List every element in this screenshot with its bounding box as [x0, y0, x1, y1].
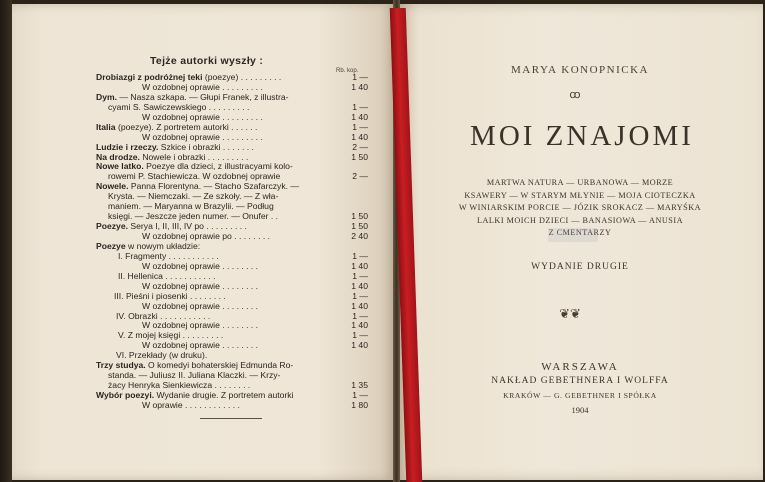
- entry-text: [96, 123, 257, 133]
- entry-title: Poezye.: [96, 222, 129, 232]
- entry-text: [116, 351, 207, 361]
- publication-year: 1904: [571, 405, 589, 415]
- entry-description: (poezye) . . . . . . . . .: [202, 73, 282, 82]
- list-item: [96, 103, 368, 113]
- entry-price: 1 40: [351, 112, 368, 122]
- entry-description: (poezye). Z portretem autorki . . . . . .: [115, 122, 258, 132]
- entry-description: Nowele i obrazki . . . . . . . . .: [139, 152, 249, 162]
- contents-line: MARTWA NATURA — URBANOWA — MORZE: [486, 178, 674, 187]
- entry-price: 1 50: [351, 222, 368, 232]
- entry-price: 1 —: [352, 73, 368, 82]
- entry-description: Serya I, II, III, IV po . . . . . . . . .: [128, 222, 247, 232]
- entry-text: [142, 83, 263, 93]
- entry-title: Italia: [96, 122, 116, 132]
- list-item: [96, 292, 368, 302]
- entry-description: W ozdobnej oprawie . . . . . . . .: [142, 341, 259, 351]
- entry-text: [142, 113, 263, 123]
- contents-line: LALKI MOICH DZIECI — BANASIOWA — ANUSIA: [477, 215, 683, 225]
- entry-price: 1 —: [352, 331, 368, 341]
- entry-text: [96, 143, 254, 153]
- list-item: [96, 153, 368, 163]
- list-item: [96, 83, 368, 93]
- list-item: [96, 222, 368, 232]
- entry-text: [96, 182, 299, 192]
- list-item: [96, 371, 368, 381]
- entry-description: VI. Przekłady (w druku).: [116, 351, 208, 361]
- entry-text: [96, 391, 294, 401]
- entry-text: [142, 133, 263, 143]
- publication-city: WARSZAWA: [541, 361, 619, 373]
- list-item: [96, 123, 368, 133]
- entry-text: [96, 361, 293, 371]
- entry-description: I. Fragmenty . . . . . . . . . . .: [118, 251, 219, 261]
- entry-description: żacy Henryka Sienkiewicza . . . . . . . .: [108, 381, 251, 391]
- entry-description: standa. — Juliusz II. Juliana Klaczki. — Krzy-: [108, 371, 281, 381]
- entry-description: księgi. — Jeszcze jeden numer. — Onufer . .: [108, 212, 279, 222]
- entry-description: cyami S. Sawiczewskiego . . . . . . . . .: [108, 102, 250, 112]
- list-item: [96, 162, 368, 172]
- entry-price: 1 —: [352, 271, 368, 281]
- list-item: [96, 113, 368, 123]
- left-page-title: Tejże autorki wyszły :: [150, 55, 264, 67]
- author-name: MARYA KONOPNICKA: [511, 64, 649, 76]
- list-item: [96, 282, 368, 292]
- list-item: [96, 321, 368, 331]
- entry-price: 2 —: [352, 172, 368, 182]
- entry-price: 1 —: [352, 391, 368, 400]
- entry-description: maniem. — Maryanna w Brazylii. — Podług: [108, 202, 274, 212]
- entry-price: 1 40: [351, 301, 368, 311]
- contents-line: Z CMENTARZY: [548, 228, 612, 238]
- entry-text: [96, 162, 293, 172]
- entry-text: [142, 321, 258, 331]
- entry-description: III. Pieśni i piosenki . . . . . . . .: [114, 291, 226, 301]
- entry-text: [118, 252, 219, 262]
- entry-text: [108, 103, 249, 113]
- edition-label: WYDANIE DRUGIE: [531, 262, 629, 272]
- list-item: [96, 361, 368, 371]
- entry-text: [108, 172, 280, 182]
- entry-title: Na drodze.: [96, 152, 140, 162]
- list-item: [96, 331, 368, 341]
- bottom-rule: [200, 418, 262, 419]
- entry-title: Poezye: [96, 241, 126, 251]
- entry-text: [142, 341, 258, 351]
- entry-title: Ludzie i rzeczy.: [96, 142, 159, 152]
- entry-description: II. Hellenica . . . . . . . . . . .: [118, 271, 216, 281]
- list-item: [96, 272, 368, 282]
- entry-text: [142, 282, 258, 292]
- list-item: [96, 172, 368, 182]
- list-item: [96, 381, 368, 391]
- entry-price: 1 —: [352, 122, 368, 132]
- entry-description: IV. Obrazki . . . . . . . . . . .: [116, 311, 211, 321]
- entry-price: 1 40: [351, 132, 368, 142]
- entry-title: Dym.: [96, 92, 118, 102]
- entry-description: Poezye dla dzieci, z illustracyami kolo-: [143, 162, 293, 172]
- list-item: [96, 351, 368, 361]
- price-column-header: Rb. kop.: [336, 68, 359, 74]
- entry-text: [118, 272, 215, 282]
- list-item: [96, 391, 368, 401]
- list-item: [96, 212, 368, 222]
- list-item: [96, 182, 368, 192]
- entry-description: Szkice i obrazki . . . . . . .: [158, 142, 254, 152]
- faded-stamp: [548, 228, 598, 242]
- publisher-name: NAKŁAD GEBETHNERA I WOLFFA: [491, 376, 669, 386]
- entry-description: W ozdobnej oprawie . . . . . . . . .: [142, 82, 263, 92]
- list-item: [96, 232, 368, 242]
- entry-description: Krysta. — Niemczaki. — Ze szkoły. — Z wła-: [108, 192, 279, 202]
- contents-line: W WINIARSKIM PORCIE — JÓZIK SROKACZ — MARYŚKA: [458, 203, 702, 213]
- entry-price: 1 50: [351, 152, 368, 162]
- entry-title: Trzy studya.: [96, 361, 146, 371]
- entry-description: W ozdobnej oprawie . . . . . . . . .: [142, 132, 263, 142]
- entry-text: [118, 331, 223, 341]
- entry-text: [116, 312, 210, 322]
- list-item: [96, 202, 368, 212]
- list-item: [96, 73, 368, 83]
- entry-title: Drobiazgi z podróżnej teki: [96, 73, 203, 82]
- entry-description: W ozdobnej oprawie . . . . . . . .: [142, 261, 259, 271]
- entry-text: [142, 262, 258, 272]
- entry-price: 1 40: [351, 281, 368, 291]
- entry-text: [96, 242, 200, 252]
- entry-price: 2 40: [351, 232, 368, 241]
- entry-price: 1 40: [351, 82, 368, 92]
- entry-description: rowemi P. Stachiewicza. W ozdobnej oprawie: [108, 172, 281, 182]
- book-title: MOI ZNAJOMI: [470, 120, 694, 152]
- entry-text: [142, 232, 270, 242]
- entry-description: O komedyi bohaterskiej Edmunda Ro-: [145, 361, 294, 371]
- entry-price: 1 —: [352, 311, 368, 321]
- entry-price: 1 —: [352, 251, 368, 261]
- list-item: [96, 143, 368, 153]
- ornament-mid-icon: ❦❦: [559, 306, 581, 321]
- entry-text: [96, 73, 281, 83]
- entry-description: W ozdobnej oprawie . . . . . . . .: [142, 321, 259, 331]
- entry-title: Wybór poezyi.: [96, 391, 155, 400]
- entry-title: Nowele.: [96, 182, 129, 192]
- list-item: [96, 133, 368, 143]
- entry-description: w nowym układzie:: [125, 241, 201, 251]
- contents-line: KSAWERY — W STARYM MŁYNIE — MOJA CIOTECZKA: [464, 190, 696, 200]
- list-item: [96, 242, 368, 252]
- book-cover-edge: [0, 0, 12, 482]
- entry-text: [108, 202, 274, 212]
- entry-description: V. Z mojej księgi . . . . . . . . .: [118, 331, 224, 341]
- entry-price: 2 —: [352, 142, 368, 152]
- ornament-top-icon: ꝏ: [569, 89, 581, 101]
- list-item: [96, 262, 368, 272]
- entry-price: 1 40: [351, 261, 368, 271]
- list-item: [96, 401, 368, 411]
- co-publisher: KRAKÓW — G. GEBETHNER I SPÓŁKA: [503, 391, 657, 400]
- entry-text: [96, 153, 248, 163]
- entry-description: Panna Florentyna. — Stacho Szafarczyk. —: [128, 182, 300, 192]
- entry-description: W ozdobnej oprawie . . . . . . . .: [142, 301, 259, 311]
- entry-text: [142, 401, 240, 411]
- entry-description: — Nasza szkapa. — Głupi Franek, z illustra-: [117, 92, 289, 102]
- entry-description: W ozdobnej oprawie po . . . . . . . .: [142, 232, 271, 241]
- entry-price: 1 —: [352, 102, 368, 112]
- list-item: [96, 93, 368, 103]
- entry-price: 1 40: [351, 321, 368, 331]
- entry-text: [96, 93, 288, 103]
- entry-price: 1 —: [352, 291, 368, 301]
- entry-text: [108, 192, 278, 202]
- entry-price: 1 50: [351, 212, 368, 222]
- entry-text: [114, 292, 226, 302]
- entry-price: 1 35: [351, 381, 368, 391]
- entry-text: [108, 371, 280, 381]
- entry-price: 1 40: [351, 341, 368, 351]
- list-item: [96, 252, 368, 262]
- entry-text: [96, 222, 247, 232]
- entry-title: Nowe latko.: [96, 162, 144, 172]
- entry-price: 1 80: [351, 400, 368, 410]
- list-item: [96, 302, 368, 312]
- list-item: [96, 341, 368, 351]
- entry-text: [108, 212, 278, 222]
- list-item: [96, 312, 368, 322]
- entry-description: W ozdobnej oprawie . . . . . . . .: [142, 281, 259, 291]
- entry-text: [108, 381, 250, 391]
- entry-description: Wydanie drugie. Z portretem autorki: [154, 391, 294, 400]
- publication-list: [96, 73, 368, 411]
- list-item: [96, 192, 368, 202]
- entry-description: W ozdobnej oprawie . . . . . . . . .: [142, 112, 263, 122]
- entry-description: W oprawie . . . . . . . . . . . .: [142, 400, 240, 410]
- entry-text: [142, 302, 258, 312]
